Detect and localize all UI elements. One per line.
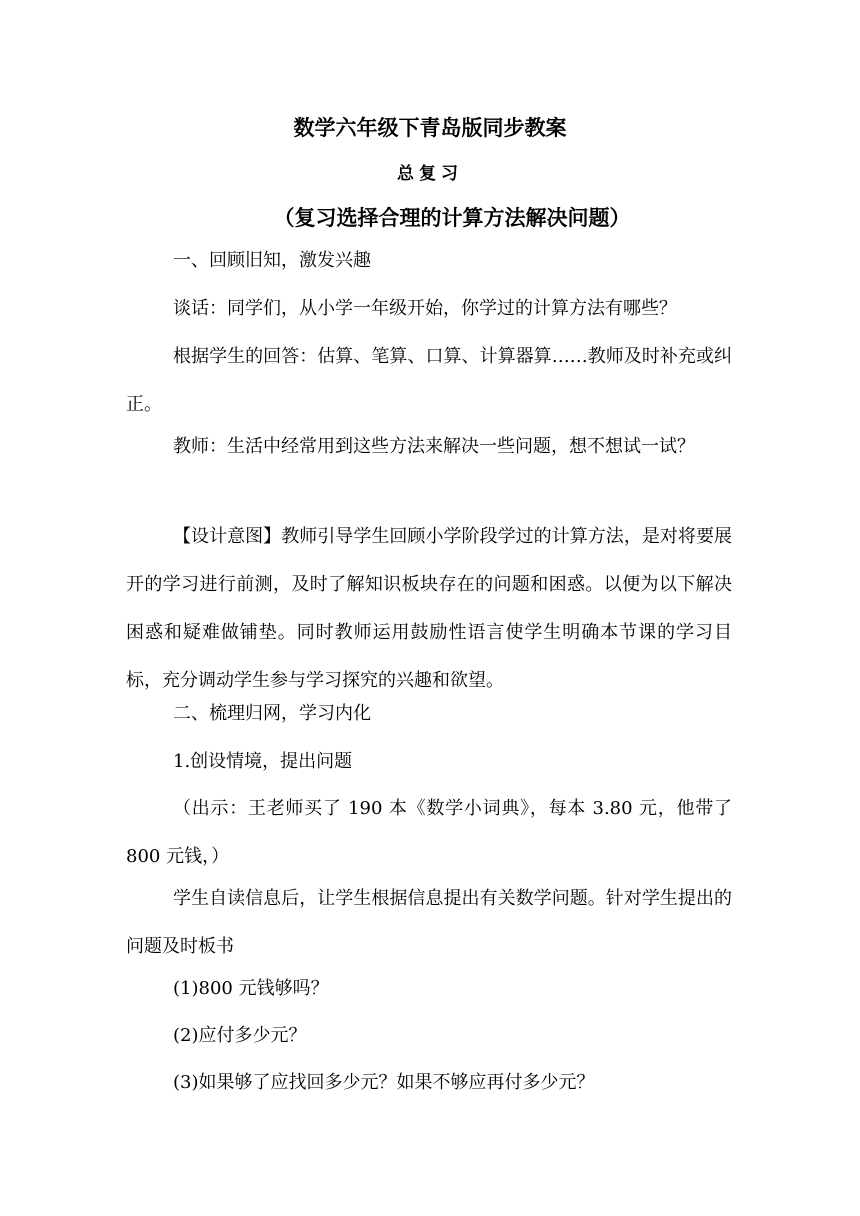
paragraph-student-answers: 根据学生的回答：估算、笔算、口算、计算器算……教师及时补充或纠正。 (126, 346, 732, 415)
document-subtitle: 总复习 (397, 164, 463, 184)
paragraph-talk: 谈话：同学们，从小学一年级开始，你学过的计算方法有哪些？ (173, 298, 677, 319)
question-3: (3)如果够了应找回多少元？如果不够应再付多少元？ (173, 1072, 595, 1093)
paragraph-self-read: 学生自读信息后，让学生根据信息提出有关数学问题。针对学生提出的问题及时板书 (126, 888, 732, 957)
lesson-topic: （复习选择合理的计算方法解决问题） (273, 205, 631, 230)
section-heading-review: 一、回顾旧知，激发兴趣 (173, 250, 371, 271)
question-1: (1)800 元钱够吗？ (173, 978, 329, 999)
question-2: (2)应付多少元？ (173, 1025, 307, 1046)
paragraph-teacher: 教师：生活中经常用到这些方法来解决一些问题，想不想试一试？ (173, 436, 695, 457)
paragraph-show-problem: （出示：王老师买了 190 本《数学小词典》，每本 3.80 元，他带了 800 元钱，） (126, 798, 732, 867)
document-title: 数学六年级下青岛版同步教案 (293, 115, 567, 140)
section-heading-organize: 二、梳理归网，学习内化 (173, 703, 371, 724)
paragraph-create-scenario: 1.创设情境，提出问题 (173, 751, 353, 772)
paragraph-design-intent: 【设计意图】教师引导学生回顾小学阶段学过的计算方法，是对将要展开的学习进行前测，及时了解知识板块存在的问题和困惑。以便为以下解决困惑和疑难做铺垫。同时教师运用鼓励性语言使学生明确本节课的学习目标，充分调动学生参与学习探究的兴趣和欲望。 (126, 526, 732, 691)
